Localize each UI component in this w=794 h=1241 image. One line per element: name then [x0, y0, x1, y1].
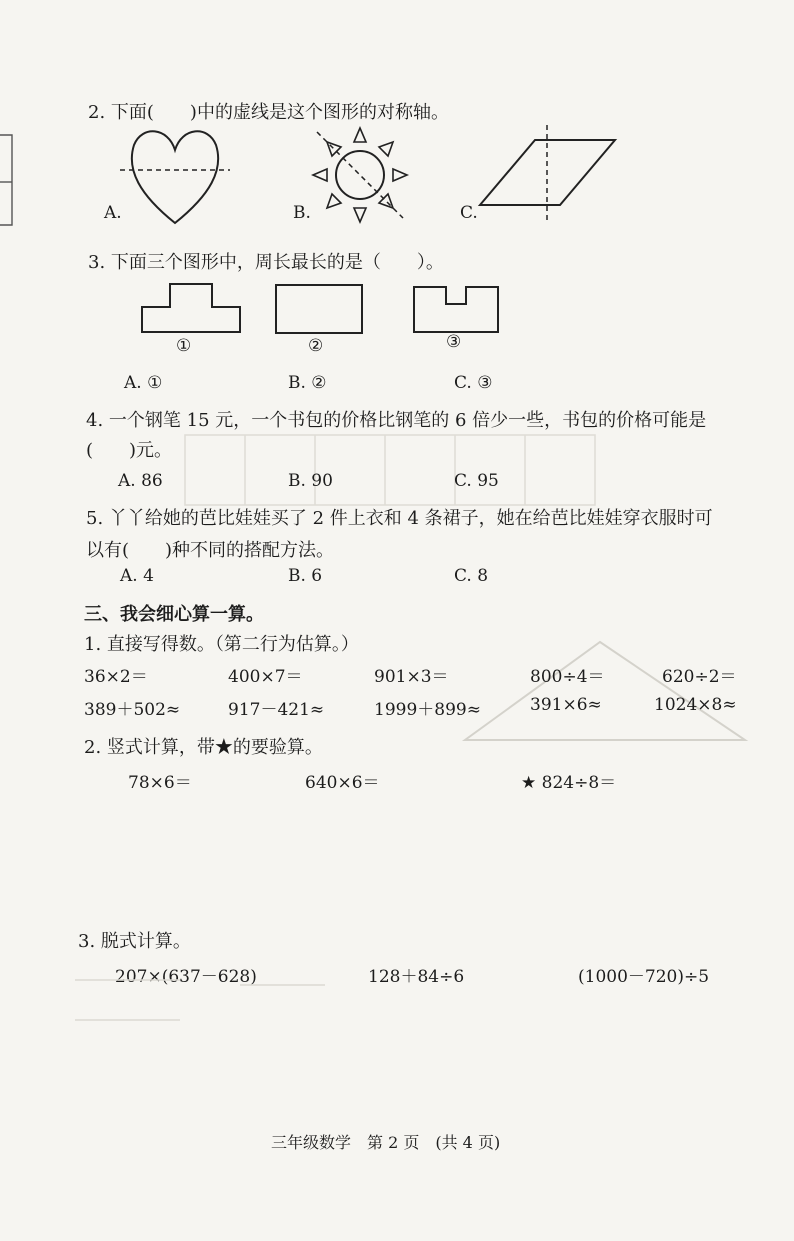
q3-option-c[interactable]: C. ③ [454, 373, 493, 393]
binding-marks [0, 0, 20, 240]
q5-option-b[interactable]: B. 6 [288, 566, 323, 586]
q4-option-a[interactable]: A. 86 [118, 471, 163, 491]
estimate-calc-1: 389＋502≈ [84, 700, 181, 720]
direct-calc-2: 400×7＝ [228, 667, 303, 687]
vertical-calc-3-starred: ★ 824÷8＝ [521, 773, 617, 793]
q5-line-1: 5. 丫丫给她的芭比娃娃买了 2 件上衣和 4 条裙子，她在给芭比娃娃穿衣服时可 [86, 508, 713, 529]
section-3-part-1-title: 1. 直接写得数。（第二行为估算。） [84, 634, 359, 655]
q2-option-c[interactable]: C. [460, 203, 478, 223]
q4-line-1: 4. 一个钢笔 15 元，一个书包的价格比钢笔的 6 倍少一些，书包的价格可能是 [86, 410, 707, 431]
sun-figure [305, 120, 415, 230]
section-3-part-3-title: 3. 脱式计算。 [78, 931, 191, 952]
direct-calc-5: 620÷2＝ [662, 667, 737, 687]
shape-label-1: ① [176, 336, 192, 356]
parallelogram-figure [475, 125, 625, 225]
direct-calc-3: 901×3＝ [374, 667, 449, 687]
stepwise-calc-1: 207×(637－628) [115, 967, 257, 987]
bleed-through-work [70, 910, 330, 1060]
q3-text: 3. 下面三个图形中，周长最长的是（ ）。 [88, 252, 444, 273]
q3-option-b[interactable]: B. ② [288, 373, 327, 393]
bleed-through-grid [185, 430, 605, 510]
stepwise-calc-3: (1000－720)÷5 [578, 967, 710, 987]
section-3-title: 三、我会细心算一算。 [84, 604, 264, 625]
q5-line-2: 以有( )种不同的搭配方法。 [86, 540, 335, 561]
heart-figure [120, 125, 230, 230]
vertical-calc-2: 640×6＝ [305, 773, 380, 793]
estimate-calc-2: 917－421≈ [228, 700, 325, 720]
q5-option-a[interactable]: A. 4 [120, 566, 154, 586]
shape-2-rectangle [272, 283, 372, 338]
section-3-part-2-title: 2. 竖式计算，带★的要验算。 [84, 737, 323, 758]
estimate-calc-5: 1024×8≈ [654, 695, 737, 715]
q4-option-b[interactable]: B. 90 [288, 471, 333, 491]
stepwise-calc-2: 128＋84÷6 [368, 967, 465, 987]
q2-option-b[interactable]: B. [293, 203, 311, 223]
estimate-calc-3: 1999＋899≈ [374, 700, 481, 720]
page-footer: 三年级数学 第 2 页 (共 4 页) [271, 1133, 501, 1152]
q3-option-a[interactable]: A. ① [124, 373, 163, 393]
direct-calc-4: 800÷4＝ [530, 667, 605, 687]
q2-option-a[interactable]: A. [104, 203, 122, 223]
q4-option-c[interactable]: C. 95 [454, 471, 499, 491]
shape-label-2: ② [308, 336, 324, 356]
q5-option-c[interactable]: C. 8 [454, 566, 489, 586]
direct-calc-1: 36×2＝ [84, 667, 148, 687]
vertical-calc-1: 78×6＝ [128, 773, 192, 793]
shape-label-3: ③ [446, 332, 462, 352]
q4-line-2: ( )元。 [86, 440, 173, 461]
shape-3-notched [410, 282, 510, 337]
estimate-calc-4: 391×6≈ [530, 695, 602, 715]
shape-1-t-shape [140, 282, 250, 337]
q2-text: 2. 下面( )中的虚线是这个图形的对称轴。 [88, 102, 449, 123]
